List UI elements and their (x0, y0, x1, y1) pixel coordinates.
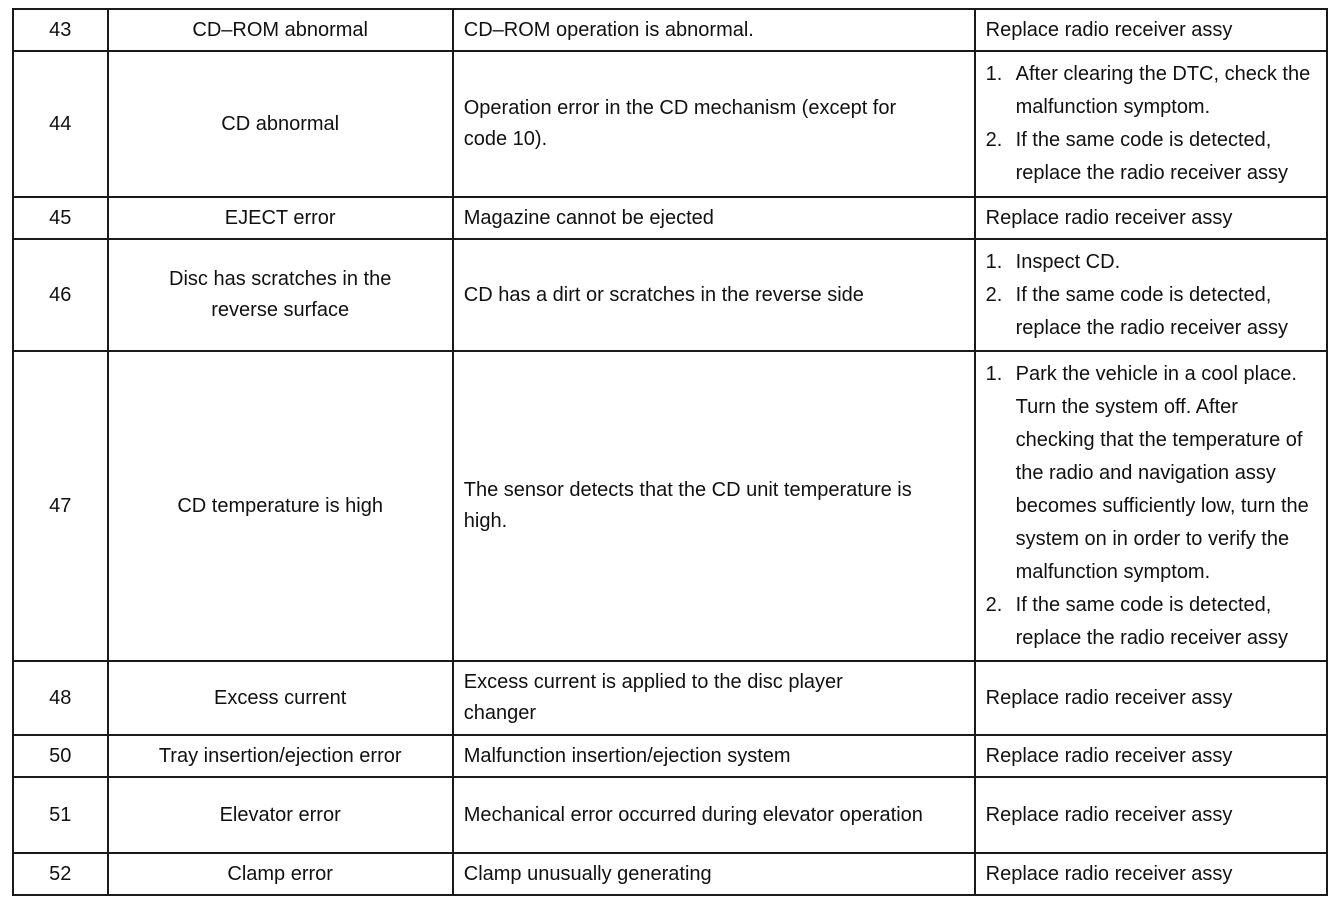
remedy-step (986, 58, 1316, 124)
remedy-step (986, 358, 1316, 589)
step-number: 1. (985, 250, 1003, 273)
diagnosis-item: Excess current (108, 661, 453, 735)
dtc-code: 50 (13, 735, 108, 777)
detection-text: Excess current is applied to the disc player changer (463, 671, 843, 724)
step-number: 1. (985, 362, 1003, 385)
diagnosis-item: Tray insertion/ejection error (108, 735, 453, 777)
step-text: If the same code is detected, replace the radio receiver assy (1015, 593, 1288, 649)
detection-item: CD has a dirt or scratches in the reverse side (453, 239, 975, 351)
detection-text: Mechanical error occurred during elevator operation (463, 803, 923, 826)
dtc-code: 44 (13, 51, 108, 197)
remedy-steps (986, 246, 1316, 345)
detection-item: CD–ROM operation is abnormal. (453, 9, 975, 51)
detection-item (453, 51, 975, 197)
table-row (13, 661, 1327, 735)
table-row (13, 51, 1327, 197)
step-number: 2. (985, 129, 1003, 151)
detection-item (453, 661, 975, 735)
step-text: Park the vehicle in a cool place. Turn the system off. After checking that the temperature of the radio and navigation assy becomes sufficiently low, turn the system on in order to verify the malfunction symptom. (1015, 362, 1309, 583)
dtc-code: 43 (13, 9, 108, 51)
dtc-code: 52 (13, 853, 108, 895)
step-text: If the same code is detected, replace the radio receiver assy (1015, 129, 1288, 184)
remedy-step (986, 124, 1316, 190)
table-row (13, 239, 1327, 351)
detection-item: Malfunction insertion/ejection system (453, 735, 975, 777)
detection-item: Magazine cannot be ejected (453, 197, 975, 239)
remedy-step (986, 589, 1316, 655)
step-text: Inspect CD. (1015, 250, 1121, 273)
step-text: After clearing the DTC, check the malfunction symptom. (1015, 63, 1311, 118)
remedy (975, 51, 1327, 197)
step-number: 2. (985, 283, 1003, 306)
remedy: Replace radio receiver assy (975, 853, 1327, 895)
dtc-code: 45 (13, 197, 108, 239)
step-number: 1. (985, 63, 1003, 85)
diagnosis-item: Clamp error (108, 853, 453, 895)
diagnosis-item: CD abnormal (108, 51, 453, 197)
detection-item (453, 777, 975, 853)
remedy-steps (986, 58, 1316, 190)
diagnosis-item: CD temperature is high (108, 351, 453, 661)
remedy (975, 239, 1327, 351)
diagnosis-item: Elevator error (108, 777, 453, 853)
dtc-code: 48 (13, 661, 108, 735)
detection-item (453, 351, 975, 661)
dtc-table (12, 8, 1328, 896)
diagnosis-item (108, 239, 453, 351)
remedy: Replace radio receiver assy (975, 661, 1327, 735)
remedy: Replace radio receiver assy (975, 735, 1327, 777)
remedy (975, 351, 1327, 661)
diagnosis-item: EJECT error (108, 197, 453, 239)
diagnosis-text: Disc has scratches in the reverse surface (169, 268, 392, 321)
table-row (13, 351, 1327, 661)
detection-text: Operation error in the CD mechanism (except for code 10). (463, 97, 897, 150)
step-text: If the same code is detected, replace the radio receiver assy (1015, 283, 1288, 339)
table-row (13, 197, 1327, 239)
diagnosis-item: CD–ROM abnormal (108, 9, 453, 51)
table-row (13, 853, 1327, 895)
dtc-code: 46 (13, 239, 108, 351)
remedy: Replace radio receiver assy (975, 777, 1327, 853)
remedy: Replace radio receiver assy (975, 197, 1327, 239)
dtc-code: 47 (13, 351, 108, 661)
detection-item: Clamp unusually generating (453, 853, 975, 895)
remedy-step (986, 279, 1316, 345)
remedy-step (986, 246, 1316, 279)
remedy: Replace radio receiver assy (975, 9, 1327, 51)
table-row (13, 735, 1327, 777)
table-row (13, 777, 1327, 853)
step-number: 2. (985, 593, 1003, 616)
dtc-code: 51 (13, 777, 108, 853)
remedy-steps (986, 358, 1316, 655)
table-row (13, 9, 1327, 51)
detection-text: The sensor detects that the CD unit temperature is high. (463, 479, 912, 532)
